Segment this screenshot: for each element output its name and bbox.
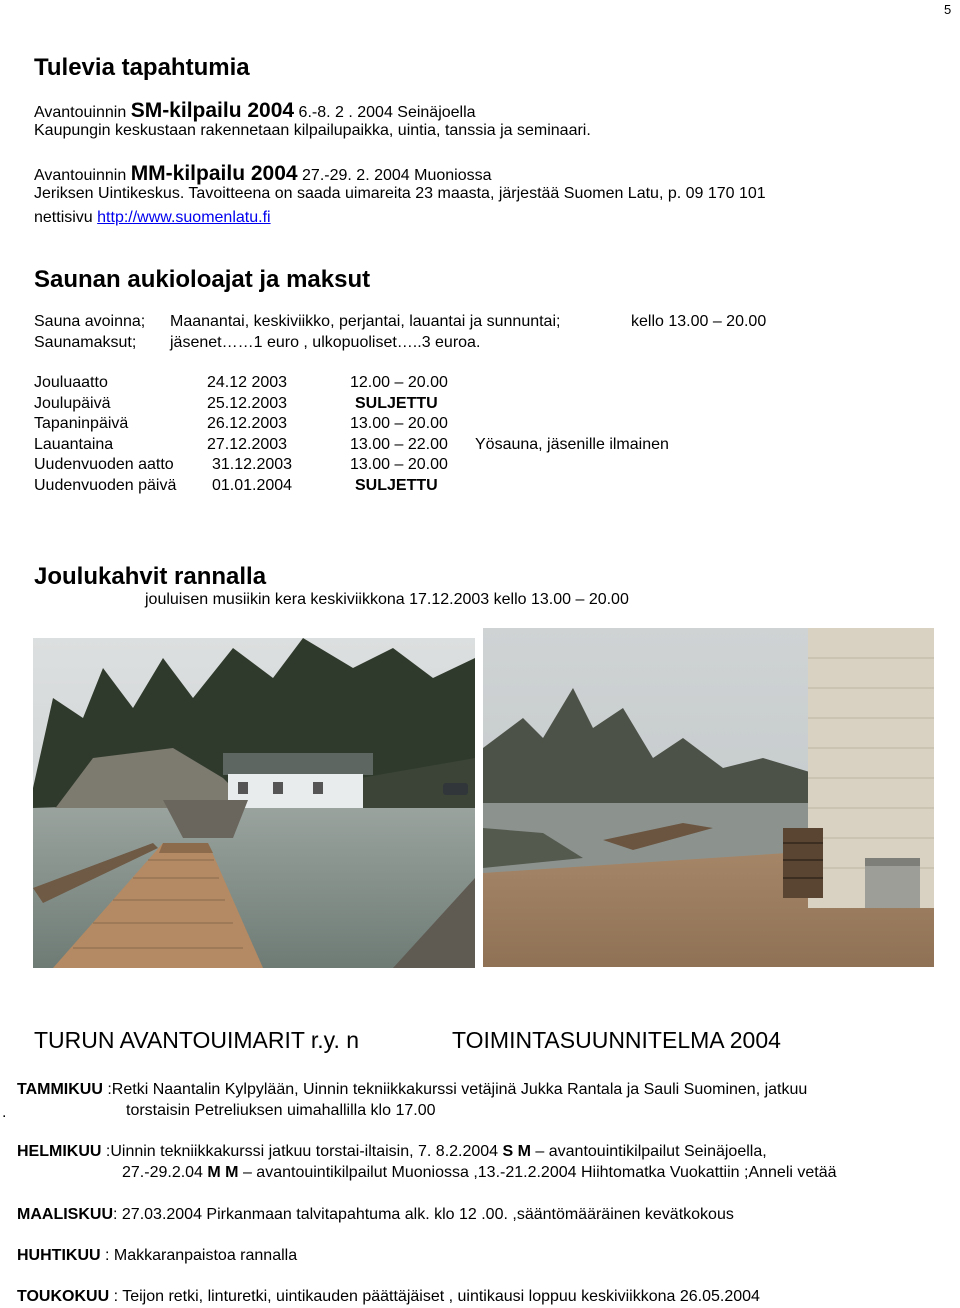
mm-link-line: [34, 209, 271, 227]
sm-desc: Kaupungin keskustaan rakennetaan kilpailupaikka, uintia, tanssia ja seminaari.: [34, 122, 591, 139]
plan-item-toukokuu: [17, 1288, 760, 1306]
plan-sep: :: [113, 1206, 118, 1223]
plan-item-tammikuu-line2: torstaisin Petreliuksen uimahallilla klo 17.00: [126, 1102, 436, 1119]
plan-text: Uinnin tekniikkakurssi jatkuu torstai-iltaisin, 7. 8.2.2004: [110, 1143, 503, 1160]
events-heading: Tulevia tapahtumia: [34, 54, 250, 81]
plan-text: Retki Naantalin Kylpylään, Uinnin tekniikkakurssi vetäjinä Jukka Rantala ja Sauli Suominen, jatkuu: [111, 1081, 808, 1098]
holiday-day: Joulupäivä: [34, 394, 111, 412]
plan-month: HUHTIKUU: [17, 1247, 101, 1264]
suomenlatu-link[interactable]: http://www.suomenlatu.fi: [97, 209, 271, 226]
sm-rest: 6.-8. 2 . 2004 Seinäjoella: [298, 104, 476, 121]
plan-item-tammikuu: [17, 1081, 807, 1099]
plan-sep: :: [109, 1288, 119, 1305]
plan-item-helmikuu-line2: [122, 1164, 837, 1182]
plan-month: MAALISKUU: [17, 1206, 113, 1223]
plan-text: Makkaranpaistoa rannalla: [109, 1247, 298, 1264]
plan-item-maaliskuu: [17, 1206, 734, 1224]
coffee-heading: Joulukahvit rannalla: [34, 563, 267, 590]
plan-text: 27.-29.2.04: [122, 1164, 208, 1181]
plan-text: – avantouintikilpailut Muoniossa ,13.-21.2.2004 Hiihtomatka Vuokattiin ;Anneli vetää: [238, 1164, 837, 1181]
mm-desc: Jeriksen Uintikeskus. Tavoitteena on saada uimareita 23 maasta, järjestää Suomen Latu, p. 09 170 101: [34, 185, 766, 202]
sauna-fee-label: Saunamaksut;: [34, 334, 137, 351]
mm-line: [34, 162, 492, 186]
plan-text: Teijon retki, linturetki, uintikauden päättäjäiset , uintikausi loppuu keskiviikkona 26.05.2004: [118, 1288, 760, 1305]
mm-name: MM-kilpailu 2004: [130, 162, 298, 185]
plan-text: – avantouintikilpailut Seinäjoella,: [530, 1143, 767, 1160]
holiday-day: Uudenvuoden aatto: [34, 456, 174, 474]
plan-item-huhtikuu: [17, 1247, 297, 1265]
mm-link-prefix: nettisivu: [34, 209, 93, 226]
holiday-date: 26.12.2003: [207, 415, 288, 433]
pier-photo: [33, 638, 475, 968]
holiday-date: 01.01.2004: [212, 476, 293, 494]
plan-sep: :: [101, 1143, 111, 1160]
plan-org: TURUN AVANTOUIMARIT r.y. n: [34, 1027, 360, 1053]
plan-sm: S M: [502, 1143, 531, 1160]
holiday-date: 27.12.2003: [207, 435, 288, 453]
plan-text: 27.03.2004 Pirkanmaan talvitapahtuma alk. klo 12 .00. ,sääntömääräinen kevätkokous: [117, 1206, 734, 1223]
sm-name: SM-kilpailu 2004: [130, 99, 295, 122]
plan-sep: :: [100, 1247, 110, 1264]
page-number: 5: [944, 2, 952, 17]
plan-month: TAMMIKUU: [17, 1081, 103, 1098]
sauna-open-days: Maanantai, keskiviikko, perjantai, lauantai ja sunnuntai;: [170, 313, 561, 330]
plan-title: TOIMINTASUUNNITELMA 2004: [452, 1027, 781, 1053]
holiday-time: SULJETTU: [355, 394, 438, 412]
holiday-day: Jouluaatto: [34, 374, 108, 391]
beach-photo: [483, 628, 934, 967]
sm-line: [34, 99, 476, 123]
holiday-note: Yösauna, jäsenille ilmainen: [475, 435, 669, 453]
holiday-time: 13.00 – 20.00: [350, 456, 448, 474]
mm-prefix: Avantouinnin: [34, 167, 127, 184]
sauna-heading: Saunan aukioloajat ja maksut: [34, 266, 371, 293]
sauna-open-label: Sauna avoinna;: [34, 313, 146, 330]
plan-item-helmikuu: [17, 1143, 767, 1161]
plan-mm: M M: [207, 1164, 239, 1181]
holiday-time: 13.00 – 22.00: [350, 435, 448, 453]
sm-prefix: Avantouinnin: [34, 104, 127, 121]
holiday-time: 12.00 – 20.00: [350, 374, 448, 391]
sauna-open-time: kello 13.00 – 20.00: [631, 313, 767, 330]
plan-month: HELMIKUU: [17, 1143, 102, 1160]
plan-month: TOUKOKUU: [17, 1288, 110, 1305]
holiday-time: SULJETTU: [355, 476, 438, 494]
sauna-fee-text: jäsenet……1 euro , ulkopuoliset…..3 euroa.: [170, 334, 481, 351]
mm-rest: 27.-29. 2. 2004 Muoniossa: [302, 167, 492, 184]
holiday-date: 25.12.2003: [207, 394, 288, 412]
holiday-day: Tapaninpäivä: [34, 415, 129, 433]
plan-sep: :: [102, 1081, 112, 1098]
holiday-day: Lauantaina: [34, 435, 114, 453]
holiday-date: 24.12 2003: [207, 374, 288, 391]
holiday-date: 31.12.2003: [212, 456, 293, 474]
holiday-time: 13.00 – 20.00: [350, 415, 448, 433]
plan-bullet: .: [2, 1104, 7, 1121]
holiday-day: Uudenvuoden päivä: [34, 476, 177, 494]
coffee-sub: jouluisen musiikin kera keskiviikkona 17.12.2003 kello 13.00 – 20.00: [145, 591, 629, 608]
